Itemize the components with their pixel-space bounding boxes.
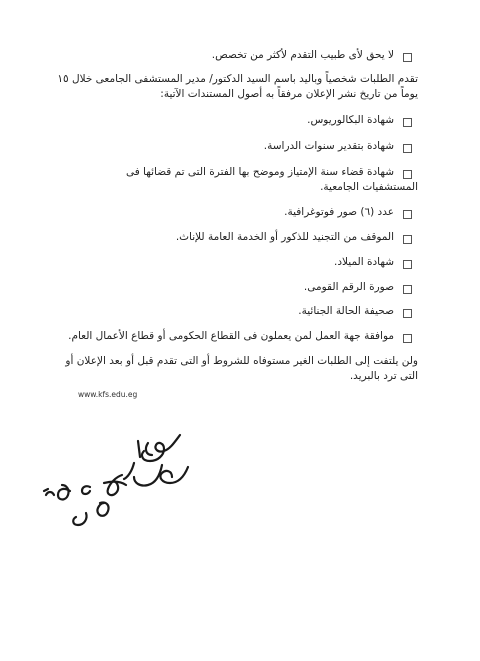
doc-internship-line-2: المستشفيات الجامعية. [320, 181, 418, 193]
doc-employer-approval: موافقة جهة العمل لمن يعملون فى القطاع الحكومى أو قطاع الأعمال العام. [68, 330, 394, 342]
checkbox-bullet [403, 309, 412, 318]
checkbox-bullet [403, 210, 412, 219]
handwritten-signature [30, 425, 200, 535]
checkbox-bullet [403, 144, 412, 153]
doc-national-id: صورة الرقم القومى. [303, 281, 394, 293]
doc-military-status: الموقف من التجنيد للذكور أو الخدمة العامة للإناث. [175, 231, 394, 243]
doc-internship-line-1: شهادة قضاء سنة الإمتياز وموضح بها الفترة التى تم قضائها فى [125, 166, 394, 178]
checkbox-bullet [403, 260, 412, 269]
doc-study-grades: شهادة بتقدير سنوات الدراسة. [263, 140, 394, 152]
checkbox-bullet [403, 285, 412, 294]
intro-line-2: يوماً من تاريخ نشر الإعلان مرفقاً به أصول المستندات الآتية: [160, 88, 418, 100]
closing-line-1: ولن يلتفت إلى الطلبات الغير مستوفاه للشروط أو التى تقدم قبل أو بعد الإعلان أو [65, 355, 418, 367]
doc-bachelor-certificate: شهادة البكالوريوس. [307, 114, 394, 126]
checkbox-bullet [403, 170, 412, 179]
doc-photos: عدد (٦) صور فوتوغرافية. [284, 206, 394, 218]
doc-criminal-record: صحيفة الحالة الجنائية. [298, 305, 394, 317]
intro-line-1: تقدم الطلبات شخصياً وباليد باسم السيد الدكتور/ مدير المستشفى الجامعى خلال ١٥ [57, 73, 418, 85]
doc-birth-certificate: شهادة الميلاد. [334, 256, 394, 268]
closing-line-2: التى ترد بالبريد. [349, 370, 418, 382]
checkbox-bullet [403, 53, 412, 62]
checkbox-bullet [403, 235, 412, 244]
checkbox-bullet [403, 118, 412, 127]
checkbox-bullet [403, 334, 412, 343]
website-url: www.kfs.edu.eg [78, 390, 138, 399]
condition-no-multiple-specialties: لا يحق لأى طبيب التقدم لأكثر من تخصص. [211, 49, 394, 61]
